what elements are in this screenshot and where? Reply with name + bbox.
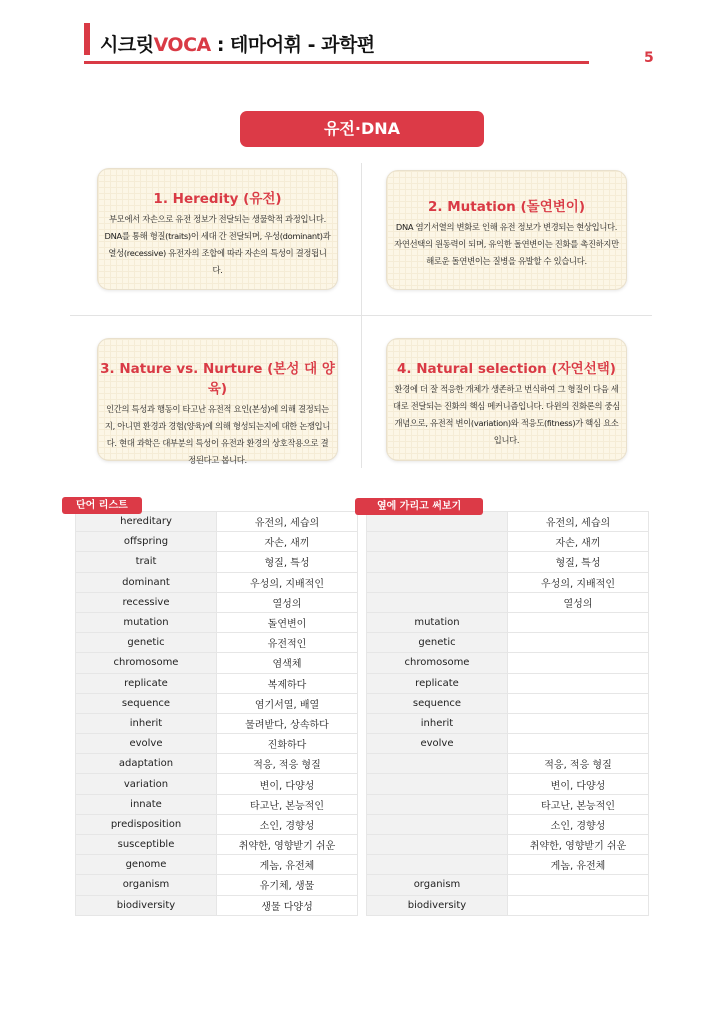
table-row [367,713,649,733]
word-cell: replicate [76,673,217,693]
quiz-table [366,511,649,916]
meaning-cell: 복제하다 [217,673,358,693]
meaning-cell: 타고난, 본능적인 [508,794,649,814]
table-row [367,814,649,834]
word-cell: organism [76,875,217,895]
word-cell: replicate [367,673,508,693]
title-brand: VOCA [153,34,211,56]
table-row [76,633,358,653]
title-suffix: : 테마어휘 - 과학편 [210,34,375,56]
table-row [76,794,358,814]
card-mutation [386,170,627,290]
meaning-cell: 돌연변이 [217,612,358,632]
table-row [367,552,649,572]
table-row [76,693,358,713]
page-title [100,30,375,57]
word-cell: genetic [367,633,508,653]
meaning-cell: 자손, 새끼 [508,532,649,552]
meaning-cell [508,875,649,895]
meaning-cell [508,713,649,733]
horizontal-divider [70,315,652,316]
word-cell: chromosome [367,653,508,673]
word-cell: trait [76,552,217,572]
table-row [76,512,358,532]
word-cell [367,774,508,794]
meaning-cell [508,734,649,754]
word-cell: mutation [76,612,217,632]
table-row [76,653,358,673]
title-prefix: 시크릿 [100,34,154,56]
card-body: 환경에 더 잘 적응한 개체가 생존하고 번식하여 그 형질이 다음 세대로 전달되는 진화의 핵심 메커니즘입니다. 다윈의 진화론의 중심 개념으로, 유전적 변이(variation)와 적응도(fitness)가 핵심 요소입니다. [393,384,621,445]
table-row [367,572,649,592]
meaning-cell: 유전의, 세습의 [217,512,358,532]
table-row [367,855,649,875]
card-body: DNA 염기서열의 변화로 인해 유전 정보가 변경되는 현상입니다. 자연선택의 원동력이 되며, 유익한 돌연변이는 진화를 촉진하지만 해로운 돌연변이는 질병을 유발할 수 있습니다. [394,222,619,266]
meaning-cell [508,673,649,693]
word-cell: innate [76,794,217,814]
word-cell: adaptation [76,754,217,774]
table-row [76,592,358,612]
word-cell: variation [76,774,217,794]
card-title: 1. Heredity (유전) [153,191,282,207]
table-row [367,653,649,673]
word-cell: biodiversity [367,895,508,915]
quiz-label: 옆에 가리고 써보기 [355,498,483,515]
word-cell: dominant [76,572,217,592]
card-heredity [97,168,338,290]
meaning-cell: 게놈, 유전체 [508,855,649,875]
meaning-cell: 진화하다 [217,734,358,754]
word-cell: evolve [76,734,217,754]
word-cell [367,552,508,572]
word-cell: mutation [367,612,508,632]
word-cell: inherit [367,713,508,733]
table-row [76,835,358,855]
table-row [367,693,649,713]
word-cell [367,754,508,774]
meaning-cell: 우성의, 지배적인 [217,572,358,592]
card-body: 인간의 특성과 행동이 타고난 유전적 요인(본성)에 의해 결정되는지, 아니면 환경과 경험(양육)에 의해 형성되는지에 대한 논쟁입니다. 현대 과학은 대부분의 특성이 유전과 환경의 상호작용으로 결정된다고 봅니다. [104,404,331,465]
table-row [76,895,358,915]
word-cell: genetic [76,633,217,653]
word-cell: hereditary [76,512,217,532]
word-cell [367,572,508,592]
meaning-cell [508,693,649,713]
meaning-cell [508,612,649,632]
topic-banner: 유전·DNA [240,111,484,147]
table-row [76,734,358,754]
meaning-cell: 적응, 적응 형질 [217,754,358,774]
word-cell: genome [76,855,217,875]
word-list-label: 단어 리스트 [62,497,142,514]
table-row [76,774,358,794]
meaning-cell: 물려받다, 상속하다 [217,713,358,733]
card-natural-selection [386,338,627,461]
card-body: 부모에서 자손으로 유전 정보가 전달되는 생물학적 과정입니다. DNA를 통해 형질(traits)이 세대 간 전달되며, 우성(dominant)과 열성(recessive) 유전자의 조합에 따라 자손의 특성이 결정됩니다. [104,214,331,275]
meaning-cell: 형질, 특성 [508,552,649,572]
table-row [76,673,358,693]
word-cell: offspring [76,532,217,552]
header-underline [84,61,589,64]
table-row [76,532,358,552]
table-row [76,713,358,733]
table-row [76,855,358,875]
table-row [367,835,649,855]
word-cell [367,835,508,855]
meaning-cell: 열성의 [217,592,358,612]
meaning-cell: 열성의 [508,592,649,612]
table-row [76,814,358,834]
table-row [367,673,649,693]
table-row [367,774,649,794]
table-row [367,734,649,754]
header-accent-bar [84,23,90,55]
word-cell: organism [367,875,508,895]
meaning-cell: 유전의, 세습의 [508,512,649,532]
word-cell [367,855,508,875]
table-row [367,612,649,632]
card-nature-nurture [97,338,338,465]
card-title: 3. Nature vs. Nurture (본성 대 양육) [100,361,335,397]
word-cell [367,592,508,612]
word-list-table [75,511,358,916]
word-cell: inherit [76,713,217,733]
meaning-cell: 우성의, 지배적인 [508,572,649,592]
word-cell: chromosome [76,653,217,673]
meaning-cell [508,895,649,915]
table-row [76,572,358,592]
word-cell: sequence [76,693,217,713]
card-title: 4. Natural selection (자연선택) [397,361,616,377]
meaning-cell: 형질, 특성 [217,552,358,572]
meaning-cell: 타고난, 본능적인 [217,794,358,814]
table-row [76,612,358,632]
word-cell: susceptible [76,835,217,855]
meaning-cell: 게놈, 유전체 [217,855,358,875]
word-cell: evolve [367,734,508,754]
word-cell [367,532,508,552]
word-cell: recessive [76,592,217,612]
meaning-cell: 변이, 다양성 [217,774,358,794]
table-row [367,592,649,612]
card-title: 2. Mutation (돌연변이) [428,199,585,215]
table-row [367,633,649,653]
table-row [76,875,358,895]
meaning-cell: 취약한, 영향받기 쉬운 [217,835,358,855]
table-row [367,532,649,552]
table-row [76,754,358,774]
meaning-cell: 변이, 다양성 [508,774,649,794]
meaning-cell [508,653,649,673]
meaning-cell: 염색체 [217,653,358,673]
meaning-cell: 생물 다양성 [217,895,358,915]
meaning-cell: 취약한, 영향받기 쉬운 [508,835,649,855]
meaning-cell: 적응, 적응 형질 [508,754,649,774]
meaning-cell: 소인, 경향성 [508,814,649,834]
table-row [367,895,649,915]
word-cell: predisposition [76,814,217,834]
word-cell [367,814,508,834]
meaning-cell: 유기체, 생물 [217,875,358,895]
meaning-cell: 유전적인 [217,633,358,653]
word-cell [367,794,508,814]
meaning-cell: 염기서열, 배열 [217,693,358,713]
meaning-cell: 소인, 경향성 [217,814,358,834]
page-number: 5 [644,50,654,66]
table-row [367,875,649,895]
table-row [367,794,649,814]
meaning-cell [508,633,649,653]
meaning-cell: 자손, 새끼 [217,532,358,552]
table-row [76,552,358,572]
word-cell: sequence [367,693,508,713]
table-row [367,754,649,774]
word-cell: biodiversity [76,895,217,915]
